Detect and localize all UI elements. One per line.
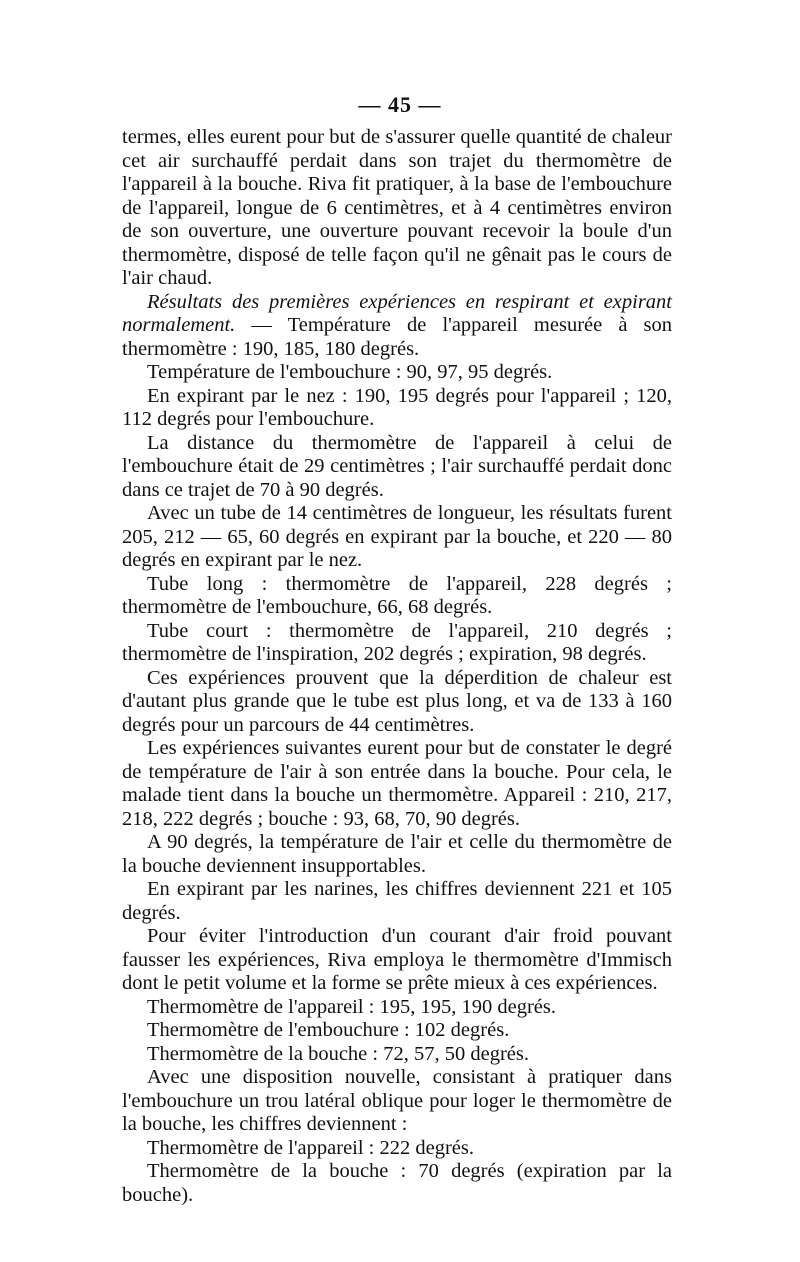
paragraph: Thermomètre de la bouche : 70 degrés (expiration par la bouche). — [122, 1160, 672, 1206]
paragraph: Ces expériences prouvent que la déperdition de chaleur est d'autant plus grande que le tube est plus long, et va de 133 à 160 degrés pour un parcours de 44 centimètres. — [122, 666, 672, 736]
paragraph: Thermomètre de la bouche : 72, 57, 50 degrés. — [147, 1042, 529, 1065]
paragraph: Les expériences suivantes eurent pour but de constater le degré de température de l'air à son entrée dans la bouche. Pour cela, le malade tient dans la bouche un thermomètre. Appareil : 210, 217, 218, 222 degrés ; bouche : 93, 68, 70, 90 degrés. — [122, 737, 672, 830]
paragraph: Tube court : thermomètre de l'appareil, 210 degrés ; thermomètre de l'inspiration, 202 degrés ; expiration, 98 degrés. — [122, 619, 672, 665]
paragraph: Pour éviter l'introduction d'un courant d'air froid pouvant fausser les expériences, Riva employa le thermomètre d'Immisch dont le petit volume et la forme se prête mieux à ces expériences. — [122, 925, 672, 994]
paragraph: Tube long : thermomètre de l'appareil, 228 degrés ; thermomètre de l'embouchure, 66, 68 degrés. — [122, 572, 672, 618]
paragraph: termes, elles eurent pour but de s'assurer quelle quantité de chaleur cet air surchauffé perdait dans son trajet du thermomètre de l'appareil à la bouche. Riva fit pratiquer, à la base de l'embouchure de l'appareil, longue de 6 centimètres, et à 4 centimètres environ de son ouverture, une ouverture pouvant recevoir la boule d'un thermomètre, disposé de telle façon qu'il ne gênait pas le cours de l'air chaud. — [122, 126, 672, 289]
paragraph: La distance du thermomètre de l'appareil à celui de l'embouchure était de 29 centimètres ; l'air surchauffé perdait donc dans ce trajet de 70 à 90 degrés. — [122, 431, 672, 501]
paragraph: A 90 degrés, la température de l'air et celle du thermomètre de la bouche deviennent insupportables. — [122, 831, 672, 877]
paragraph: Thermomètre de l'embouchure : 102 degrés. — [147, 1019, 510, 1041]
paragraph: Température de l'embouchure : 90, 97, 95 degrés. — [147, 361, 553, 383]
page-number: — 45 — — [358, 92, 442, 117]
paragraph — [122, 291, 672, 362]
paragraph: Thermomètre de l'appareil : 195, 195, 190 degrés. — [147, 995, 557, 1018]
paragraph: Avec une disposition nouvelle, consistant à pratiquer dans l'embouchure un trou latéral oblique pour loger le thermomètre de la bouche, les chiffres deviennent : — [122, 1066, 672, 1135]
paragraph: En expirant par le nez : 190, 195 degrés pour l'appareil ; 120, 112 degrés pour l'embouchure. — [122, 384, 672, 430]
paragraph: Thermomètre de l'appareil : 222 degrés. — [147, 1136, 475, 1159]
body-text — [122, 126, 672, 1207]
paragraph: Avec un tube de 14 centimètres de longueur, les résultats furent 205, 212 — 65, 60 degrés en expirant par la bouche, et 220 — 80 degrés en expirant par le nez. — [122, 502, 672, 571]
paragraph-text: — Température de l'appareil mesurée à son thermomètre : 190, 185, 180 degrés. — [122, 314, 672, 360]
paragraph: En expirant par les narines, les chiffres deviennent 221 et 105 degrés. — [122, 878, 672, 924]
section-heading: Résultats des premières expériences en respirant et expirant normalement. — [122, 290, 672, 336]
